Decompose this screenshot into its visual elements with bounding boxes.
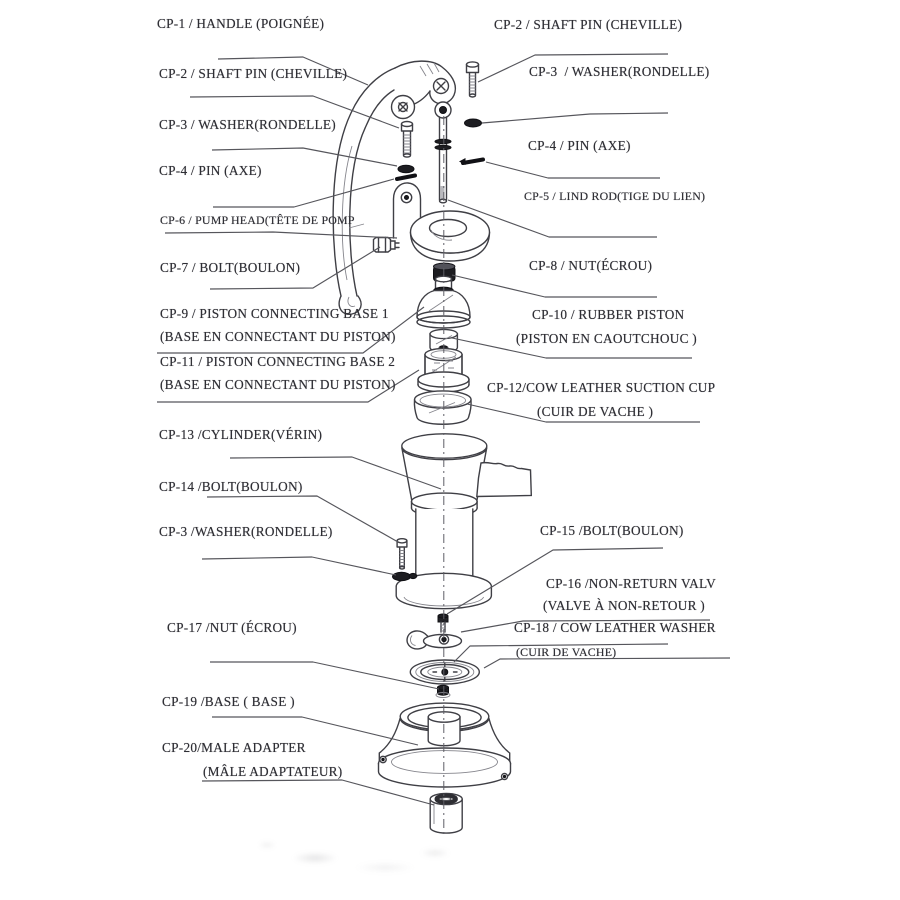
- label-cp-4-right: CP-4 / PIN (AXE): [528, 138, 631, 153]
- base-drawing: [379, 703, 511, 787]
- label-cp-3b: CP-3 /WASHER(RONDELLE): [159, 524, 333, 539]
- label-cp-10-line2: (PISTON EN CAOUTCHOUC ): [516, 331, 697, 346]
- label-cp-3-right: CP-3 / WASHER(RONDELLE): [529, 64, 710, 79]
- label-cp-9: CP-9 / PISTON CONNECTING BASE 1: [160, 306, 389, 321]
- scan-noise: [258, 841, 276, 849]
- bolt-cp14-drawing: [397, 539, 407, 569]
- label-cp-9-line2: (BASE EN CONNECTANT DU PISTON): [160, 329, 396, 344]
- label-cp-5: CP-5 / LIND ROD(TIGE DU LIEN): [524, 189, 706, 203]
- pin-left-drawing: [397, 176, 415, 180]
- washer-right-drawing: [465, 119, 482, 127]
- leather-washer-drawing: [410, 660, 479, 684]
- scan-noise: [420, 848, 450, 858]
- label-cp-20: CP-20/MALE ADAPTER: [162, 740, 306, 755]
- scan-noise: [355, 862, 415, 873]
- label-cp-14: CP-14 /BOLT(BOULON): [159, 479, 303, 494]
- label-cp-11: CP-11 / PISTON CONNECTING BASE 2: [160, 354, 396, 369]
- shaft-pin-left-drawing: [402, 122, 413, 158]
- label-cp-6: CP-6 / PUMP HEAD(TÊTE DE POMP: [160, 213, 355, 227]
- label-cp-8: CP-8 / NUT(ÉCROU): [529, 258, 653, 273]
- label-cp-16: CP-16 /NON-RETURN VALV: [546, 576, 717, 591]
- washer-left-drawing: [398, 165, 414, 173]
- bolt-cp15-drawing: [438, 614, 448, 632]
- shaft-pin-right-drawing: [467, 62, 479, 97]
- label-cp-10: CP-10 / RUBBER PISTON: [532, 307, 685, 322]
- label-cp-18-line2: (CUIR DE VACHE): [516, 645, 617, 659]
- hex-bolt-cp7-drawing: [374, 238, 400, 253]
- label-cp-2-right: CP-2 / SHAFT PIN (CHEVILLE): [494, 17, 683, 32]
- label-cp-17: CP-17 /NUT (ÉCROU): [167, 620, 297, 635]
- pin-right-drawing: [459, 158, 483, 165]
- label-cp-15: CP-15 /BOLT(BOULON): [540, 523, 684, 538]
- nut-cp17-drawing: [436, 685, 450, 697]
- label-cp-4-left: CP-4 / PIN (AXE): [159, 163, 262, 178]
- label-cp-19: CP-19 /BASE ( BASE ): [162, 694, 295, 709]
- suction-cup-drawing: [414, 391, 471, 424]
- label-cp-11-line2: (BASE EN CONNECTANT DU PISTON): [160, 377, 396, 392]
- label-cp-18: CP-18 / COW LEATHER WASHER: [514, 620, 716, 635]
- male-adapter-drawing: [430, 793, 462, 833]
- label-cp-2-left: CP-2 / SHAFT PIN (CHEVILLE): [159, 66, 348, 81]
- label-cp-20-line2: (MÂLE ADAPTATEUR): [203, 764, 343, 779]
- scan-noise: [292, 852, 338, 864]
- link-rod-drawing: [435, 102, 451, 203]
- label-cp-13: CP-13 /CYLINDER(VÉRIN): [159, 427, 323, 442]
- cylinder-drawing: [396, 434, 531, 609]
- label-cp-3-left: CP-3 / WASHER(RONDELLE): [159, 117, 336, 132]
- label-cp-7: CP-7 / BOLT(BOULON): [160, 260, 301, 275]
- label-cp-12: CP-12/COW LEATHER SUCTION CUP: [487, 380, 716, 395]
- label-cp-12-line2: (CUIR DE VACHE ): [537, 404, 654, 419]
- label-cp-16-line2: (VALVE À NON-RETOUR ): [543, 598, 705, 613]
- label-cp-1: CP-1 / HANDLE (POIGNÉE): [157, 16, 325, 31]
- non-return-valve-drawing: [407, 631, 461, 649]
